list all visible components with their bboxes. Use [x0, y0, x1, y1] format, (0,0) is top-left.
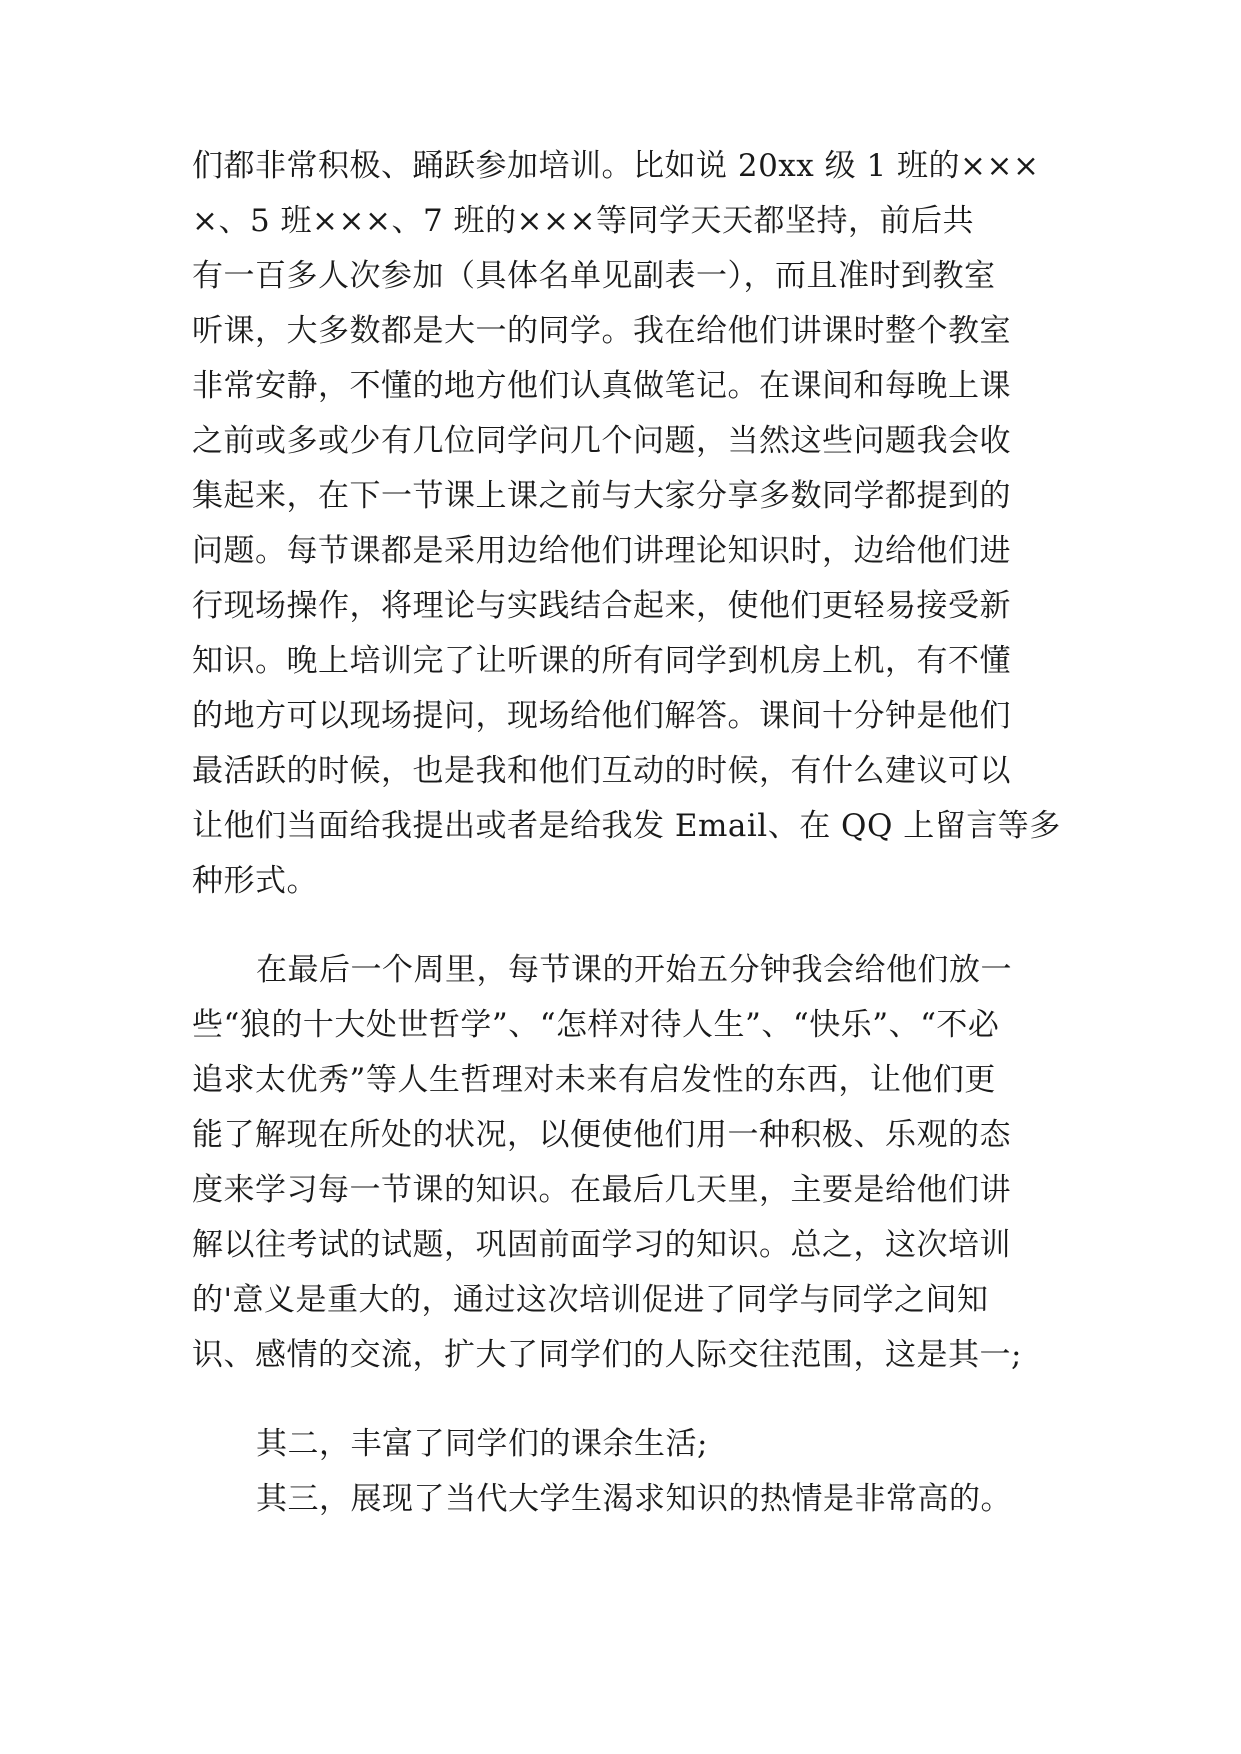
text-line: 在最后一个周里，每节课的开始五分钟我会给他们放一 [256, 952, 1012, 988]
text-line: 些“狼的十大处世哲学”、“怎样对待人生”、“快乐”、“不必 [192, 1007, 1000, 1043]
text-line: 追求太优秀”等人生哲理对未来有启发性的东西，让他们更 [192, 1062, 996, 1098]
text-line: 度来学习每一节课的知识。在最后几天里，主要是给他们讲 [192, 1172, 1011, 1208]
text-line: ×、5 班×××、7 班的×××等同学天天都坚持，前后共 [192, 203, 974, 239]
text-line: 知识。晚上培训完了让听课的所有同学到机房上机，有不懂 [192, 643, 1011, 679]
text-line: 的地方可以现场提问，现场给他们解答。课间十分钟是他们 [192, 698, 1011, 734]
text-line: 问题。每节课都是采用边给他们讲理论知识时，边给他们进 [192, 533, 1011, 569]
text-line: 集起来，在下一节课上课之前与大家分享多数同学都提到的 [192, 478, 1011, 514]
text-line: 让他们当面给我提出或者是给我发 Email、在 QQ 上留言等多 [192, 808, 1061, 844]
text-line: 听课，大多数都是大一的同学。我在给他们讲课时整个教室 [192, 313, 1011, 349]
text-line: 有一百多人次参加（具体名单见副表一），而且准时到教室 [192, 258, 996, 294]
text-line: 的'意义是重大的，通过这次培训促进了同学与同学之间知 [192, 1282, 989, 1318]
text-line: 种形式。 [192, 863, 318, 899]
text-line: 们都非常积极、踊跃参加培训。比如说 20xx 级 1 班的××× [192, 148, 1040, 184]
text-line: 能了解现在所处的状况，以便使他们用一种积极、乐观的态 [192, 1117, 1011, 1153]
text-line: 识、感情的交流，扩大了同学们的人际交往范围，这是其一; [192, 1337, 1022, 1373]
text-line: 其二，丰富了同学们的课余生活; [256, 1426, 708, 1462]
text-line: 之前或多或少有几位同学问几个问题，当然这些问题我会收 [192, 423, 1011, 459]
text-line: 非常安静，不懂的地方他们认真做笔记。在课间和每晚上课 [192, 368, 1011, 404]
text-line: 解以往考试的试题，巩固前面学习的知识。总之，这次培训 [192, 1227, 1011, 1263]
text-line: 其三，展现了当代大学生渴求知识的热情是非常高的。 [256, 1481, 1012, 1517]
text-line: 行现场操作，将理论与实践结合起来，使他们更轻易接受新 [192, 588, 1011, 624]
text-line: 最活跃的时候，也是我和他们互动的时候，有什么建议可以 [192, 753, 1011, 789]
